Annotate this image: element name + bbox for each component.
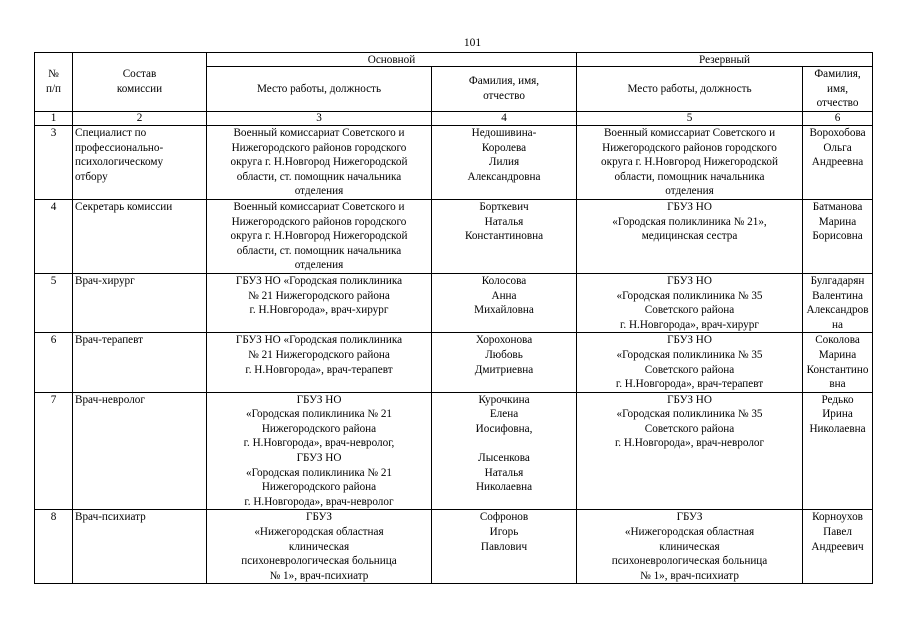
row-reserve-name: Батманова Марина Борисовна <box>803 199 873 273</box>
row-reserve-name: Булгадарян Валентина Александров на <box>803 273 873 332</box>
row-primary-name: Хорохонова Любовь Дмитриевна <box>432 333 577 392</box>
row-num: 8 <box>35 510 73 584</box>
row-num: 6 <box>35 333 73 392</box>
row-num: 7 <box>35 392 73 510</box>
colnum: 5 <box>577 112 803 126</box>
row-primary-work: ГБУЗ НО «Городская поликлиника № 21 Нижегородского района г. Н.Новгорода», врач-невролог, ГБУЗ НО «Городская поликлиника № 21 Нижегородского района г. Н.Новгорода», врач-невролог <box>207 392 432 510</box>
column-numbers-row <box>35 112 873 126</box>
row-role: Секретарь комиссии <box>73 199 207 273</box>
row-num: 3 <box>35 126 73 200</box>
colnum: 4 <box>432 112 577 126</box>
row-reserve-work: ГБУЗ НО «Городская поликлиника № 21», медицинская сестра <box>577 199 803 273</box>
header-num: № п/п <box>35 53 73 112</box>
row-primary-work: Военный комиссариат Советского и Нижегородского районов городского округа г. Н.Новгород Нижегородской области, ст. помощник начальника отделения <box>207 199 432 273</box>
row-num: 5 <box>35 273 73 332</box>
row-primary-work: ГБУЗ «Нижегородская областная клиническая психоневрологическая больница № 1», врач-психиатр <box>207 510 432 584</box>
row-primary-work: Военный комиссариат Советского и Нижегородского районов городского округа г. Н.Новгород Нижегородской области, ст. помощник начальника отделения <box>207 126 432 200</box>
row-reserve-name: Редько Ирина Николаевна <box>803 392 873 510</box>
row-primary-name: Колосова Анна Михайловна <box>432 273 577 332</box>
colnum: 1 <box>35 112 73 126</box>
row-primary-name: Борткевич Наталья Константиновна <box>432 199 577 273</box>
row-reserve-name: Ворохобова Ольга Андреевна <box>803 126 873 200</box>
header-primary-workplace: Место работы, должность <box>207 67 432 112</box>
page-number: 101 <box>463 37 482 49</box>
row-reserve-name: Корноухов Павел Андреевич <box>803 510 873 584</box>
row-primary-name: Курочкина Елена Иосифовна, Лысенкова Наталья Николаевна <box>432 392 577 510</box>
header-reserve-workplace: Место работы, должность <box>577 67 803 112</box>
table-row <box>35 273 873 332</box>
row-role: Врач-психиатр <box>73 510 207 584</box>
table-row <box>35 126 873 200</box>
row-role: Врач-терапевт <box>73 333 207 392</box>
row-primary-work: ГБУЗ НО «Городская поликлиника № 21 Нижегородского района г. Н.Новгорода», врач-хирург <box>207 273 432 332</box>
row-reserve-work: ГБУЗ НО «Городская поликлиника № 35 Советского района г. Н.Новгорода», врач-хирург <box>577 273 803 332</box>
row-reserve-name: Соколова Марина Константино вна <box>803 333 873 392</box>
row-reserve-work: Военный комиссариат Советского и Нижегородского районов городского округа г. Н.Новгород Нижегородской области, помощник начальника отделения <box>577 126 803 200</box>
row-num: 4 <box>35 199 73 273</box>
table-row <box>35 333 873 392</box>
colnum: 6 <box>803 112 873 126</box>
header-composition: Состав комиссии <box>73 53 207 112</box>
row-primary-name: Недошивина- Королева Лилия Александровна <box>432 126 577 200</box>
row-role: Врач-хирург <box>73 273 207 332</box>
row-primary-work: ГБУЗ НО «Городская поликлиника № 21 Нижегородского района г. Н.Новгорода», врач-терапевт <box>207 333 432 392</box>
header-reserve: Резервный <box>577 53 873 67</box>
row-reserve-work: ГБУЗ «Нижегородская областная клиническая психоневрологическая больница № 1», врач-психиатр <box>577 510 803 584</box>
header-row-1 <box>35 53 873 67</box>
row-reserve-work: ГБУЗ НО «Городская поликлиника № 35 Советского района г. Н.Новгорода», врач-невролог <box>577 392 803 510</box>
colnum: 3 <box>207 112 432 126</box>
row-role: Специалист по профессионально- психологическому отбору <box>73 126 207 200</box>
table-row <box>35 199 873 273</box>
colnum: 2 <box>73 112 207 126</box>
row-role: Врач-невролог <box>73 392 207 510</box>
commission-table <box>34 52 873 584</box>
table-row <box>35 392 873 510</box>
table-row <box>35 510 873 584</box>
row-reserve-work: ГБУЗ НО «Городская поликлиника № 35 Советского района г. Н.Новгорода», врач-терапевт <box>577 333 803 392</box>
header-primary-fullname: Фамилия, имя, отчество <box>432 67 577 112</box>
header-reserve-fullname: Фамилия, имя, отчество <box>803 67 873 112</box>
row-primary-name: Софронов Игорь Павлович <box>432 510 577 584</box>
header-primary: Основной <box>207 53 577 67</box>
